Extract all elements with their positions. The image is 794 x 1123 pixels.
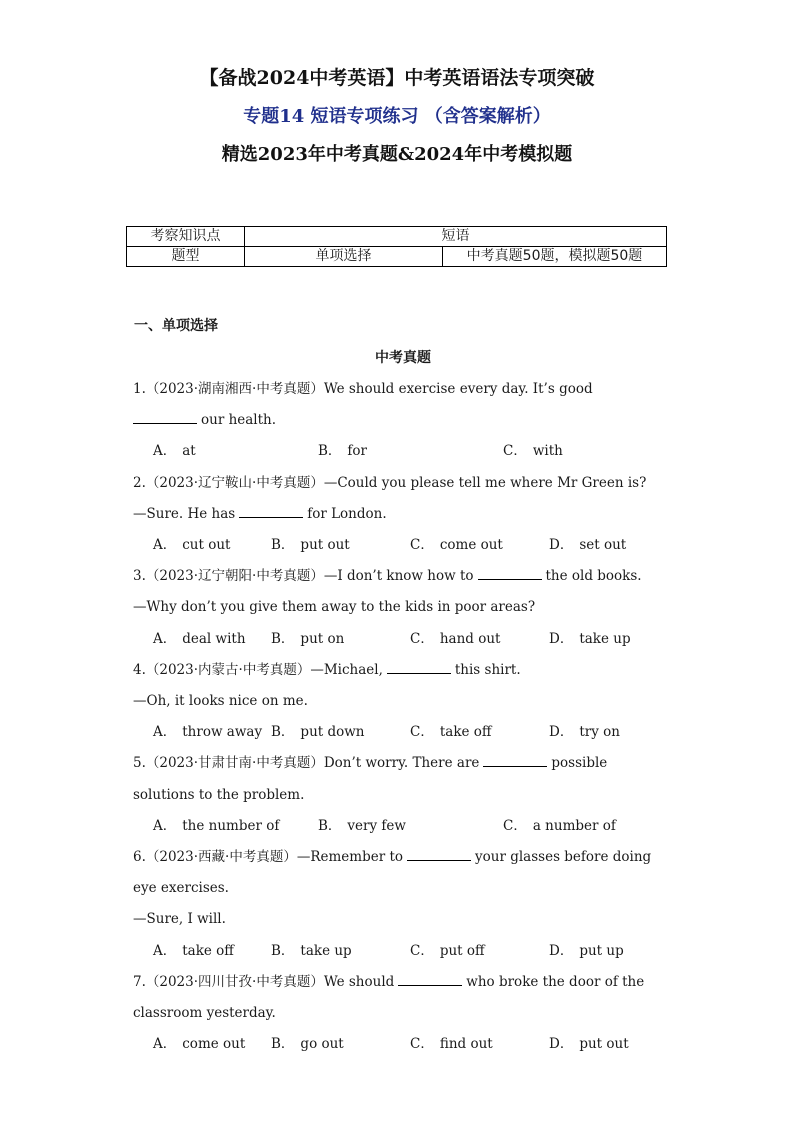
option-text: take off: [182, 942, 234, 959]
option-text: put up: [579, 942, 624, 959]
option-text: put out: [579, 1036, 629, 1053]
option-row: [133, 436, 673, 467]
option-a[interactable]: [153, 624, 271, 655]
info-note-count: 中考真题50题，模拟题50题: [443, 247, 667, 267]
info-value-type: 单项选择: [245, 247, 443, 267]
option-label: A．: [153, 724, 177, 741]
question-stem-cont: for London.: [307, 505, 387, 522]
question-stem-cont: the old books.: [545, 568, 642, 585]
option-d[interactable]: [549, 717, 620, 748]
option-label: C．: [503, 443, 527, 460]
option-label: B．: [318, 443, 342, 460]
option-row: [133, 717, 673, 748]
option-c[interactable]: [410, 624, 549, 655]
question-stem: Don’t worry. There are: [323, 755, 480, 772]
option-text: very few: [347, 817, 406, 834]
question-source: 7.（2023·四川甘孜·中考真题）: [133, 973, 324, 990]
option-d[interactable]: [549, 530, 626, 561]
question-text-line: —Oh, it looks nice on me.: [133, 693, 308, 710]
option-text: a number of: [532, 817, 616, 834]
option-label: A．: [153, 630, 177, 647]
title-block: [0, 64, 794, 168]
option-a[interactable]: [153, 717, 271, 748]
question-text-line: classroom yesterday.: [133, 1005, 276, 1022]
question-text: [133, 842, 673, 873]
option-row: [133, 811, 673, 842]
option-b[interactable]: [318, 436, 503, 467]
option-text: try on: [579, 724, 620, 741]
document-source-line: 精选2023年中考真题&2024年中考模拟题: [221, 144, 573, 165]
option-label: B．: [271, 1036, 295, 1053]
option-label: B．: [271, 630, 295, 647]
option-text: come out: [439, 537, 503, 554]
option-text: throw away: [182, 724, 263, 741]
question-source: 1.（2023·湖南湘西·中考真题）: [133, 381, 324, 397]
info-label-type: 题型: [127, 247, 245, 267]
option-label: D．: [549, 537, 574, 554]
answer-blank: [478, 567, 542, 580]
question-item: [133, 748, 673, 842]
option-b[interactable]: [271, 624, 410, 655]
option-text: take up: [579, 630, 631, 647]
question-stem-cont: our health.: [201, 412, 277, 429]
question-stem-cont: —Sure. He has: [133, 505, 236, 522]
option-label: C．: [503, 817, 527, 834]
option-a[interactable]: [153, 1029, 271, 1060]
question-item: [133, 967, 673, 1061]
option-c[interactable]: [410, 1029, 549, 1060]
option-label: A．: [153, 443, 177, 460]
info-row-knowledge: [127, 227, 667, 247]
option-a[interactable]: [153, 936, 271, 967]
info-row-type: [127, 247, 667, 267]
option-d[interactable]: [549, 936, 624, 967]
option-label: D．: [549, 724, 574, 741]
question-text-line: eye exercises.: [133, 880, 229, 897]
question-source: 2.（2023·辽宁鞍山·中考真题）: [133, 474, 324, 491]
answer-blank: [387, 661, 451, 674]
question-source: 5.（2023·甘肃甘南·中考真题）: [133, 755, 324, 772]
info-table: [126, 226, 667, 267]
answer-blank: [133, 411, 197, 424]
section-title: 一、单项选择: [134, 318, 218, 334]
question-stem-cont: this shirt.: [454, 661, 521, 678]
option-text: come out: [182, 1036, 246, 1053]
option-c[interactable]: [410, 936, 549, 967]
option-text: deal with: [182, 630, 246, 647]
question-source: 4.（2023·内蒙古·中考真题）: [133, 661, 311, 678]
answer-blank: [398, 973, 462, 986]
option-label: A．: [153, 537, 177, 554]
question-stem: —Could you please tell me where Mr Green is?: [323, 474, 647, 491]
option-label: B．: [271, 724, 295, 741]
question-text: [133, 655, 673, 686]
question-item: [133, 561, 673, 655]
info-label-knowledge: 考察知识点: [127, 227, 245, 247]
question-content: [133, 312, 673, 1060]
option-label: C．: [410, 537, 434, 554]
question-source: 3.（2023·辽宁朝阳·中考真题）: [133, 568, 324, 585]
question-stem: —I don’t know how to: [323, 568, 474, 585]
question-item: [133, 655, 673, 749]
question-stem-cont: who broke the door of the: [466, 973, 645, 990]
option-b[interactable]: [318, 811, 503, 842]
option-a[interactable]: [153, 436, 318, 467]
option-text: cut out: [182, 537, 231, 554]
option-c[interactable]: [410, 717, 549, 748]
option-text: take up: [300, 942, 352, 959]
option-label: C．: [410, 630, 434, 647]
option-b[interactable]: [271, 936, 410, 967]
option-row: [133, 624, 673, 655]
question-stem: —Remember to: [296, 849, 404, 866]
question-stem: —Michael,: [310, 661, 383, 678]
option-label: B．: [271, 537, 295, 554]
info-value-knowledge: 短语: [245, 227, 667, 247]
option-text: put on: [300, 630, 345, 647]
question-stem-cont: your glasses before doing: [475, 849, 652, 866]
option-b[interactable]: [271, 530, 410, 561]
question-stem: We should exercise every day. It’s good: [323, 381, 593, 397]
option-text: with: [532, 443, 563, 460]
question-item: [133, 468, 673, 562]
question-text: [133, 374, 673, 405]
option-text: set out: [579, 537, 627, 554]
question-text-line: [133, 405, 673, 436]
option-b[interactable]: [271, 1029, 410, 1060]
document-subtitle: 专题14 短语专项练习 （含答案解析）: [243, 106, 551, 127]
option-label: B．: [271, 942, 295, 959]
option-label: A．: [153, 1036, 177, 1053]
option-c[interactable]: [503, 436, 563, 467]
option-label: D．: [549, 1036, 574, 1053]
option-text: for: [347, 443, 367, 460]
option-label: A．: [153, 942, 177, 959]
option-text: the number of: [182, 817, 280, 834]
option-d[interactable]: [549, 624, 631, 655]
option-label: C．: [410, 942, 434, 959]
question-item: [133, 374, 673, 468]
option-c[interactable]: [503, 811, 616, 842]
answer-blank: [483, 754, 547, 767]
question-text: [133, 967, 673, 998]
question-text-line: —Sure, I will.: [133, 911, 226, 928]
question-stem: We should: [323, 973, 395, 990]
option-a[interactable]: [153, 530, 271, 561]
section-subtitle: 中考真题: [375, 350, 431, 366]
option-d[interactable]: [549, 1029, 629, 1060]
option-text: find out: [439, 1036, 493, 1053]
option-a[interactable]: [153, 811, 318, 842]
option-c[interactable]: [410, 530, 549, 561]
question-text-line: solutions to the problem.: [133, 786, 305, 803]
option-text: put down: [300, 724, 365, 741]
question-source: 6.（2023·西藏·中考真题）: [133, 849, 297, 866]
question-text-line: [133, 499, 673, 530]
question-text: [133, 748, 673, 779]
option-text: put out: [300, 537, 350, 554]
question-stem-cont: possible: [551, 755, 608, 772]
question-text: [133, 561, 673, 592]
option-label: C．: [410, 724, 434, 741]
option-text: at: [182, 443, 196, 460]
option-row: [133, 530, 673, 561]
option-text: take off: [439, 724, 492, 741]
option-label: B．: [318, 817, 342, 834]
option-b[interactable]: [271, 717, 410, 748]
question-text-line: —Why don’t you give them away to the kids in poor areas?: [133, 599, 536, 616]
option-row: [133, 936, 673, 967]
option-label: C．: [410, 1036, 434, 1053]
option-label: D．: [549, 630, 574, 647]
option-text: go out: [300, 1036, 344, 1053]
answer-blank: [239, 505, 303, 518]
option-text: hand out: [439, 630, 501, 647]
option-text: put off: [439, 942, 485, 959]
option-label: D．: [549, 942, 574, 959]
question-text: [133, 468, 673, 499]
document-title: 【备战2024中考英语】中考英语语法专项突破: [199, 67, 595, 89]
option-row: [133, 1029, 673, 1060]
answer-blank: [407, 848, 471, 861]
option-label: A．: [153, 817, 177, 834]
question-item: [133, 842, 673, 967]
